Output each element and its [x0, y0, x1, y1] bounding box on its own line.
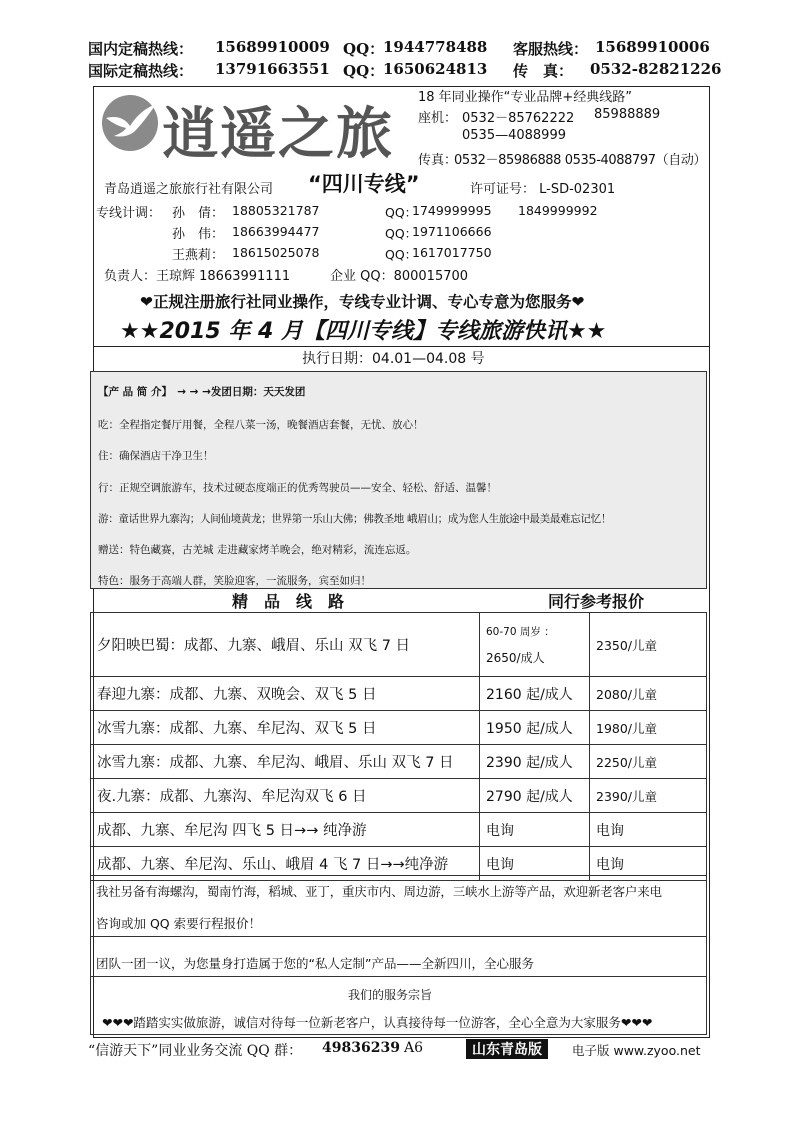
- route-cell: 成都、九寨、牟尼沟、乐山、峨眉 4 飞 7 日→→纯净游: [91, 847, 480, 881]
- contact-name: 孙 倩：: [172, 206, 225, 221]
- contact-qq-label: QQ：: [385, 247, 418, 262]
- table-row: [91, 779, 707, 813]
- route-cell: 冰雪九寨：成都、九寨、牟尼沟、双飞 5 日: [91, 711, 480, 745]
- adult-price-cell: 2390 起/成人: [480, 745, 590, 779]
- page-number: A6: [404, 1040, 424, 1056]
- domestic-qq: 1944778488: [383, 38, 488, 56]
- phone-2: 0535—4088999: [462, 128, 566, 143]
- contact-name: 孙 伟：: [172, 227, 225, 242]
- intro-item: 住：确保酒店干净卫生！: [98, 450, 214, 462]
- route-cell: 夕阳映巴蜀：成都、九寨、峨眉、乐山 双飞 7 日: [91, 613, 480, 677]
- intro-item: 特色：服务于高端人群，笑脸迎客，一流服务，宾至如归！: [98, 575, 371, 587]
- price-table: [90, 588, 707, 881]
- intl-hotline-label: 国际定稿热线：: [88, 62, 194, 80]
- col-route-header: 精 品 线 路: [91, 589, 480, 613]
- table-header-row: [91, 589, 707, 613]
- phone-1: 0532－85762222: [462, 111, 575, 126]
- tenet-text: ❤❤❤踏踏实实做旅游，诚信对待每一位新老客户，认真接待每一位游客，全心全意为大家服务❤❤❤: [102, 1015, 653, 1030]
- license-number: 许可证号： L-SD-02301: [470, 182, 616, 197]
- child-price-cell: 2250/儿童: [590, 745, 707, 779]
- child-price-cell: 2390/儿童: [590, 779, 707, 813]
- child-price-cell: 2080/儿童: [590, 677, 707, 711]
- adult-price-cell: 电询: [480, 813, 590, 847]
- brand-fax: 0532－85986888 0535-4088797（自动）: [454, 153, 707, 168]
- service-hotline-phone: 15689910006: [595, 38, 710, 56]
- intro-item: 游：童话世界九寨沟；人间仙境黄龙；世界第一乐山大佛；佛教圣地 峨眉山；成为您人生旅途中最美最难忘记忆！: [98, 513, 612, 525]
- route-cell: 夜.九寨：成都、九寨沟、牟尼沟双飞 6 日: [91, 779, 480, 813]
- adult-price-cell: [480, 613, 590, 677]
- service-hotline-label: 客服热线：: [513, 40, 589, 58]
- table-row: [91, 813, 707, 847]
- contact-phone: 18805321787: [232, 203, 320, 218]
- adult-price-cell: 电询: [480, 847, 590, 881]
- intro-item: 吃：全程指定餐厅用餐，全程八菜一汤，晚餐酒店套餐，无忧、放心！: [98, 419, 424, 431]
- contact-qq-label: QQ：: [385, 226, 418, 241]
- intl-hotline-phone: 13791663551: [215, 60, 330, 78]
- adult-price: 2650/成人: [486, 650, 545, 665]
- qq-group-label: “信游天下”同业业务交流 QQ 群：: [88, 1043, 303, 1059]
- adult-price-note: 60-70 周岁 ：: [486, 625, 555, 638]
- domestic-hotline-phone: 15689910009: [215, 38, 330, 56]
- route-cell: 春迎九寨：成都、九寨、双晚会、双飞 5 日: [91, 677, 480, 711]
- line-title: “四川专线”: [308, 172, 420, 196]
- child-price-cell: 电询: [590, 813, 707, 847]
- adult-price-cell: 2160 起/成人: [480, 677, 590, 711]
- brand-fax-label: 传真：: [418, 153, 458, 168]
- contact-qq: 1617017750: [412, 245, 492, 260]
- qq-group-number: 49836239: [322, 1040, 400, 1056]
- table-row: [91, 711, 707, 745]
- contact-qq-label: QQ：: [385, 205, 418, 220]
- company-qq: 企业 QQ：800015700: [330, 269, 469, 284]
- child-price-cell: 1980/儿童: [590, 711, 707, 745]
- contact-qq: 1971106666: [412, 224, 492, 239]
- contact-name: 王燕莉：: [172, 248, 225, 263]
- tenet-title: 我们的服务宗旨: [348, 988, 433, 1002]
- promo-title: ★★2015 年 4 月【四川专线】专线旅游快讯★★: [120, 319, 607, 344]
- table-row: [91, 745, 707, 779]
- contact-phone: 18615025078: [232, 245, 320, 260]
- site-link[interactable]: 电子版 www.zyoo.net: [572, 1043, 701, 1058]
- domestic-qq-label: QQ：: [343, 40, 385, 58]
- other-products: 我社另备有海螺沟，蜀南竹海，稻城、亚丁，重庆市内、周边游，三峡水上游等产品，欢迎新老客户来电: [96, 884, 662, 899]
- intro-item: 赠送：特色藏赛，古羌城 走进藏家烤羊晚会，绝对精彩，流连忘返。: [98, 544, 417, 556]
- contacts-label: 专线计调：: [96, 206, 162, 221]
- route-cell: 成都、九寨、牟尼沟 四飞 5 日→→ 纯净游: [91, 813, 480, 847]
- other-products-2: 咨询或加 QQ 索要行程报价！: [96, 916, 262, 931]
- fax-label: 传 真：: [513, 62, 574, 80]
- route-cell: 冰雪九寨：成都、九寨、牟尼沟、峨眉、乐山 双飞 7 日: [91, 745, 480, 779]
- group-service: 团队一团一议，为您量身打造属于您的“私人定制”产品——全新四川，全心服务: [96, 956, 534, 971]
- intro-item: 行：正规空调旅游车，技术过硬态度端正的优秀驾驶员——安全、轻松、舒适、温馨！: [98, 482, 497, 494]
- child-price-cell: 电询: [590, 847, 707, 881]
- contact-phone: 18663994477: [232, 224, 320, 239]
- intl-qq-label: QQ：: [343, 62, 385, 80]
- intro-header: 【产 品 简 介】 → → →发团日期：天天发团: [98, 386, 306, 398]
- table-row: [91, 613, 707, 677]
- manager: 负责人：王琼辉 18663991111: [104, 269, 291, 284]
- contact-qq: 1749999995: [412, 203, 492, 218]
- brand-slogan: 18 年同业操作“专业品牌+经典线路”: [418, 90, 633, 105]
- swallow-logo-icon: [100, 92, 160, 154]
- phone-label: 座机：: [418, 111, 458, 126]
- contact-qq-2: 1849999992: [518, 203, 598, 218]
- company-name: 青岛逍遥之旅旅行社有限公司: [104, 182, 274, 197]
- logo-text: 逍遥之旅: [162, 102, 394, 167]
- divider: [91, 976, 706, 977]
- adult-price-cell: 1950 起/成人: [480, 711, 590, 745]
- promo-line: ❤正规注册旅行社同业操作，专线专业计调、专心专意为您服务❤: [140, 293, 585, 311]
- intl-qq: 1650624813: [383, 60, 488, 78]
- edition-badge: 山东青岛版: [466, 1039, 548, 1059]
- valid-dates: 执行日期：04.01—04.08 号: [302, 351, 485, 367]
- divider: [91, 936, 706, 937]
- phone-1b: 85988889: [594, 107, 661, 122]
- col-price-header: 同行参考报价: [480, 589, 707, 613]
- table-row: [91, 677, 707, 711]
- adult-price-cell: 2790 起/成人: [480, 779, 590, 813]
- domestic-hotline-label: 国内定稿热线：: [88, 40, 194, 58]
- fax-number: 0532-82821226: [590, 60, 722, 78]
- child-price-cell: 2350/儿童: [590, 613, 707, 677]
- divider: [94, 346, 709, 347]
